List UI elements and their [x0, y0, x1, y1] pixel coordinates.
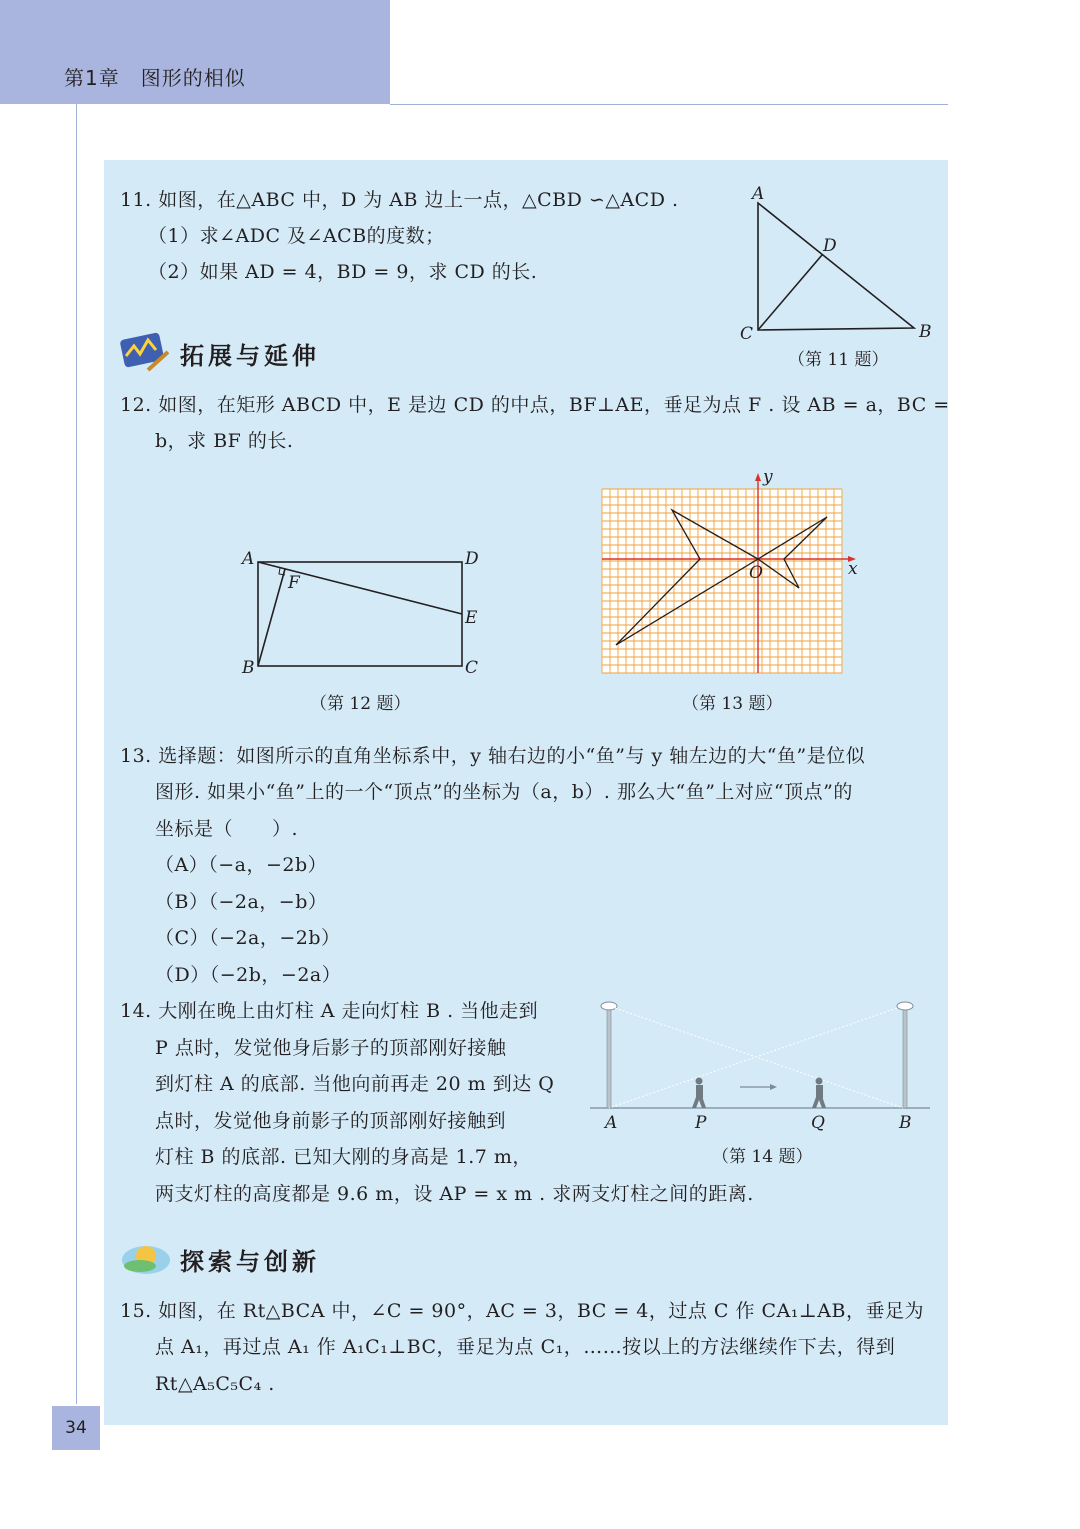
- q11-line1: 11. 如图，在△ABC 中，D 为 AB 边上一点，△CBD ∽△ACD .: [120, 189, 679, 211]
- explore-section-icon: [120, 1236, 176, 1280]
- lamp-a: [601, 1002, 617, 1010]
- label-b: B: [899, 1113, 912, 1133]
- label-b: B: [919, 322, 932, 342]
- q15-line3: Rt△A₅C₅C₄ .: [155, 1373, 275, 1395]
- q14-line6: 两支灯柱的高度都是 9.6 m，设 AP = x m . 求两支灯柱之间的距离.: [155, 1183, 754, 1205]
- q15-line2: 点 A₁，再过点 A₁ 作 A₁C₁⊥BC，垂足为点 C₁，……按以上的方法继续作下去，得到: [155, 1336, 896, 1358]
- q11-line3: （2）如果 AD = 4，BD = 9，求 CD 的长.: [148, 261, 538, 283]
- label-p: P: [695, 1113, 707, 1133]
- q14-line1: 14. 大刚在晚上由灯柱 A 走向灯柱 B . 当他走到: [120, 1000, 539, 1022]
- q14-line4: 点时，发觉他身前影子的顶部刚好接触到: [155, 1110, 507, 1132]
- q13-figure: [600, 467, 860, 675]
- person-at-p: [692, 1078, 706, 1109]
- label-e: E: [465, 608, 478, 628]
- label-a: A: [752, 184, 765, 204]
- q15-line1: 15. 如图，在 Rt△BCA 中，∠C = 90°，AC = 3，BC = 4，过点 C 作 CA₁⊥AB，垂足为: [120, 1300, 924, 1322]
- q11-line2: （1）求∠ADC 及∠ACB的度数；: [148, 225, 445, 247]
- lamp-post-b: [903, 1007, 907, 1108]
- q14-figure: [585, 995, 935, 1135]
- triangle-abc: [758, 203, 914, 330]
- y-label: y: [763, 467, 773, 487]
- label-c: C: [740, 324, 754, 344]
- segment-cd: [758, 255, 822, 330]
- segment-bf: [258, 569, 285, 666]
- lamp-post-a: [607, 1007, 611, 1108]
- q11-caption: （第 11 题）: [788, 350, 889, 370]
- q12-figure: [230, 540, 490, 690]
- q11-figure: [730, 185, 940, 345]
- q13-line2: 图形. 如果小“鱼”上的一个“顶点”的坐标为（a，b）. 那么大“鱼”上对应“顶点”的: [155, 781, 853, 803]
- explore-section-title: 探索与创新: [180, 1248, 320, 1276]
- q13-line3: 坐标是（ ）.: [155, 818, 299, 840]
- q14-line3: 到灯柱 A 的底部. 当他向前再走 20 m 到达 Q: [155, 1073, 555, 1095]
- label-a: A: [605, 1113, 618, 1133]
- label-q: Q: [811, 1113, 825, 1133]
- extend-section-title: 拓展与延伸: [180, 342, 320, 370]
- chapter-title: 第1章 图形的相似: [64, 66, 246, 90]
- light-ray-b: [609, 1008, 897, 1108]
- q14-line2: P 点时，发觉他身后影子的顶部刚好接触: [155, 1037, 507, 1059]
- label-d: D: [823, 236, 837, 256]
- q14-caption: （第 14 题）: [712, 1147, 813, 1167]
- q13-line1: 13. 选择题：如图所示的直角坐标系中，y 轴右边的小“鱼”与 y 轴左边的大“鱼”是位似: [120, 745, 866, 767]
- q13-option-a: （A）（−a，−2b）: [155, 854, 328, 876]
- page-number: 34: [52, 1406, 100, 1450]
- q13-caption: （第 13 题）: [682, 694, 783, 714]
- q13-option-b: （B）（−2a，−b）: [155, 891, 328, 913]
- q12-line1: 12. 如图，在矩形 ABCD 中，E 是边 CD 的中点，BF⊥AE，垂足为点 F . 设 AB = a，BC =: [120, 394, 950, 416]
- q12-line2: b，求 BF 的长.: [155, 430, 294, 452]
- label-f: F: [288, 573, 300, 593]
- origin-label: O: [749, 563, 763, 583]
- lamp-b: [897, 1002, 913, 1010]
- margin-rule: [76, 104, 77, 1404]
- label-c: C: [465, 658, 479, 678]
- light-ray-a: [615, 1008, 903, 1108]
- label-b: B: [242, 658, 255, 678]
- q13-option-d: （D）（−2b，−2a）: [155, 964, 342, 986]
- q12-caption: （第 12 题）: [310, 694, 411, 714]
- y-axis-arrow: [755, 473, 761, 481]
- header-rule: [390, 104, 948, 105]
- q13-option-c: （C）（−2a，−2b）: [155, 927, 341, 949]
- label-d: D: [465, 549, 479, 569]
- person-at-q: [812, 1078, 826, 1109]
- q14-line5: 灯柱 B 的底部. 已知大刚的身高是 1.7 m，: [155, 1146, 532, 1168]
- x-label: x: [848, 559, 858, 579]
- extend-section-icon: [118, 330, 174, 374]
- label-a: A: [242, 549, 255, 569]
